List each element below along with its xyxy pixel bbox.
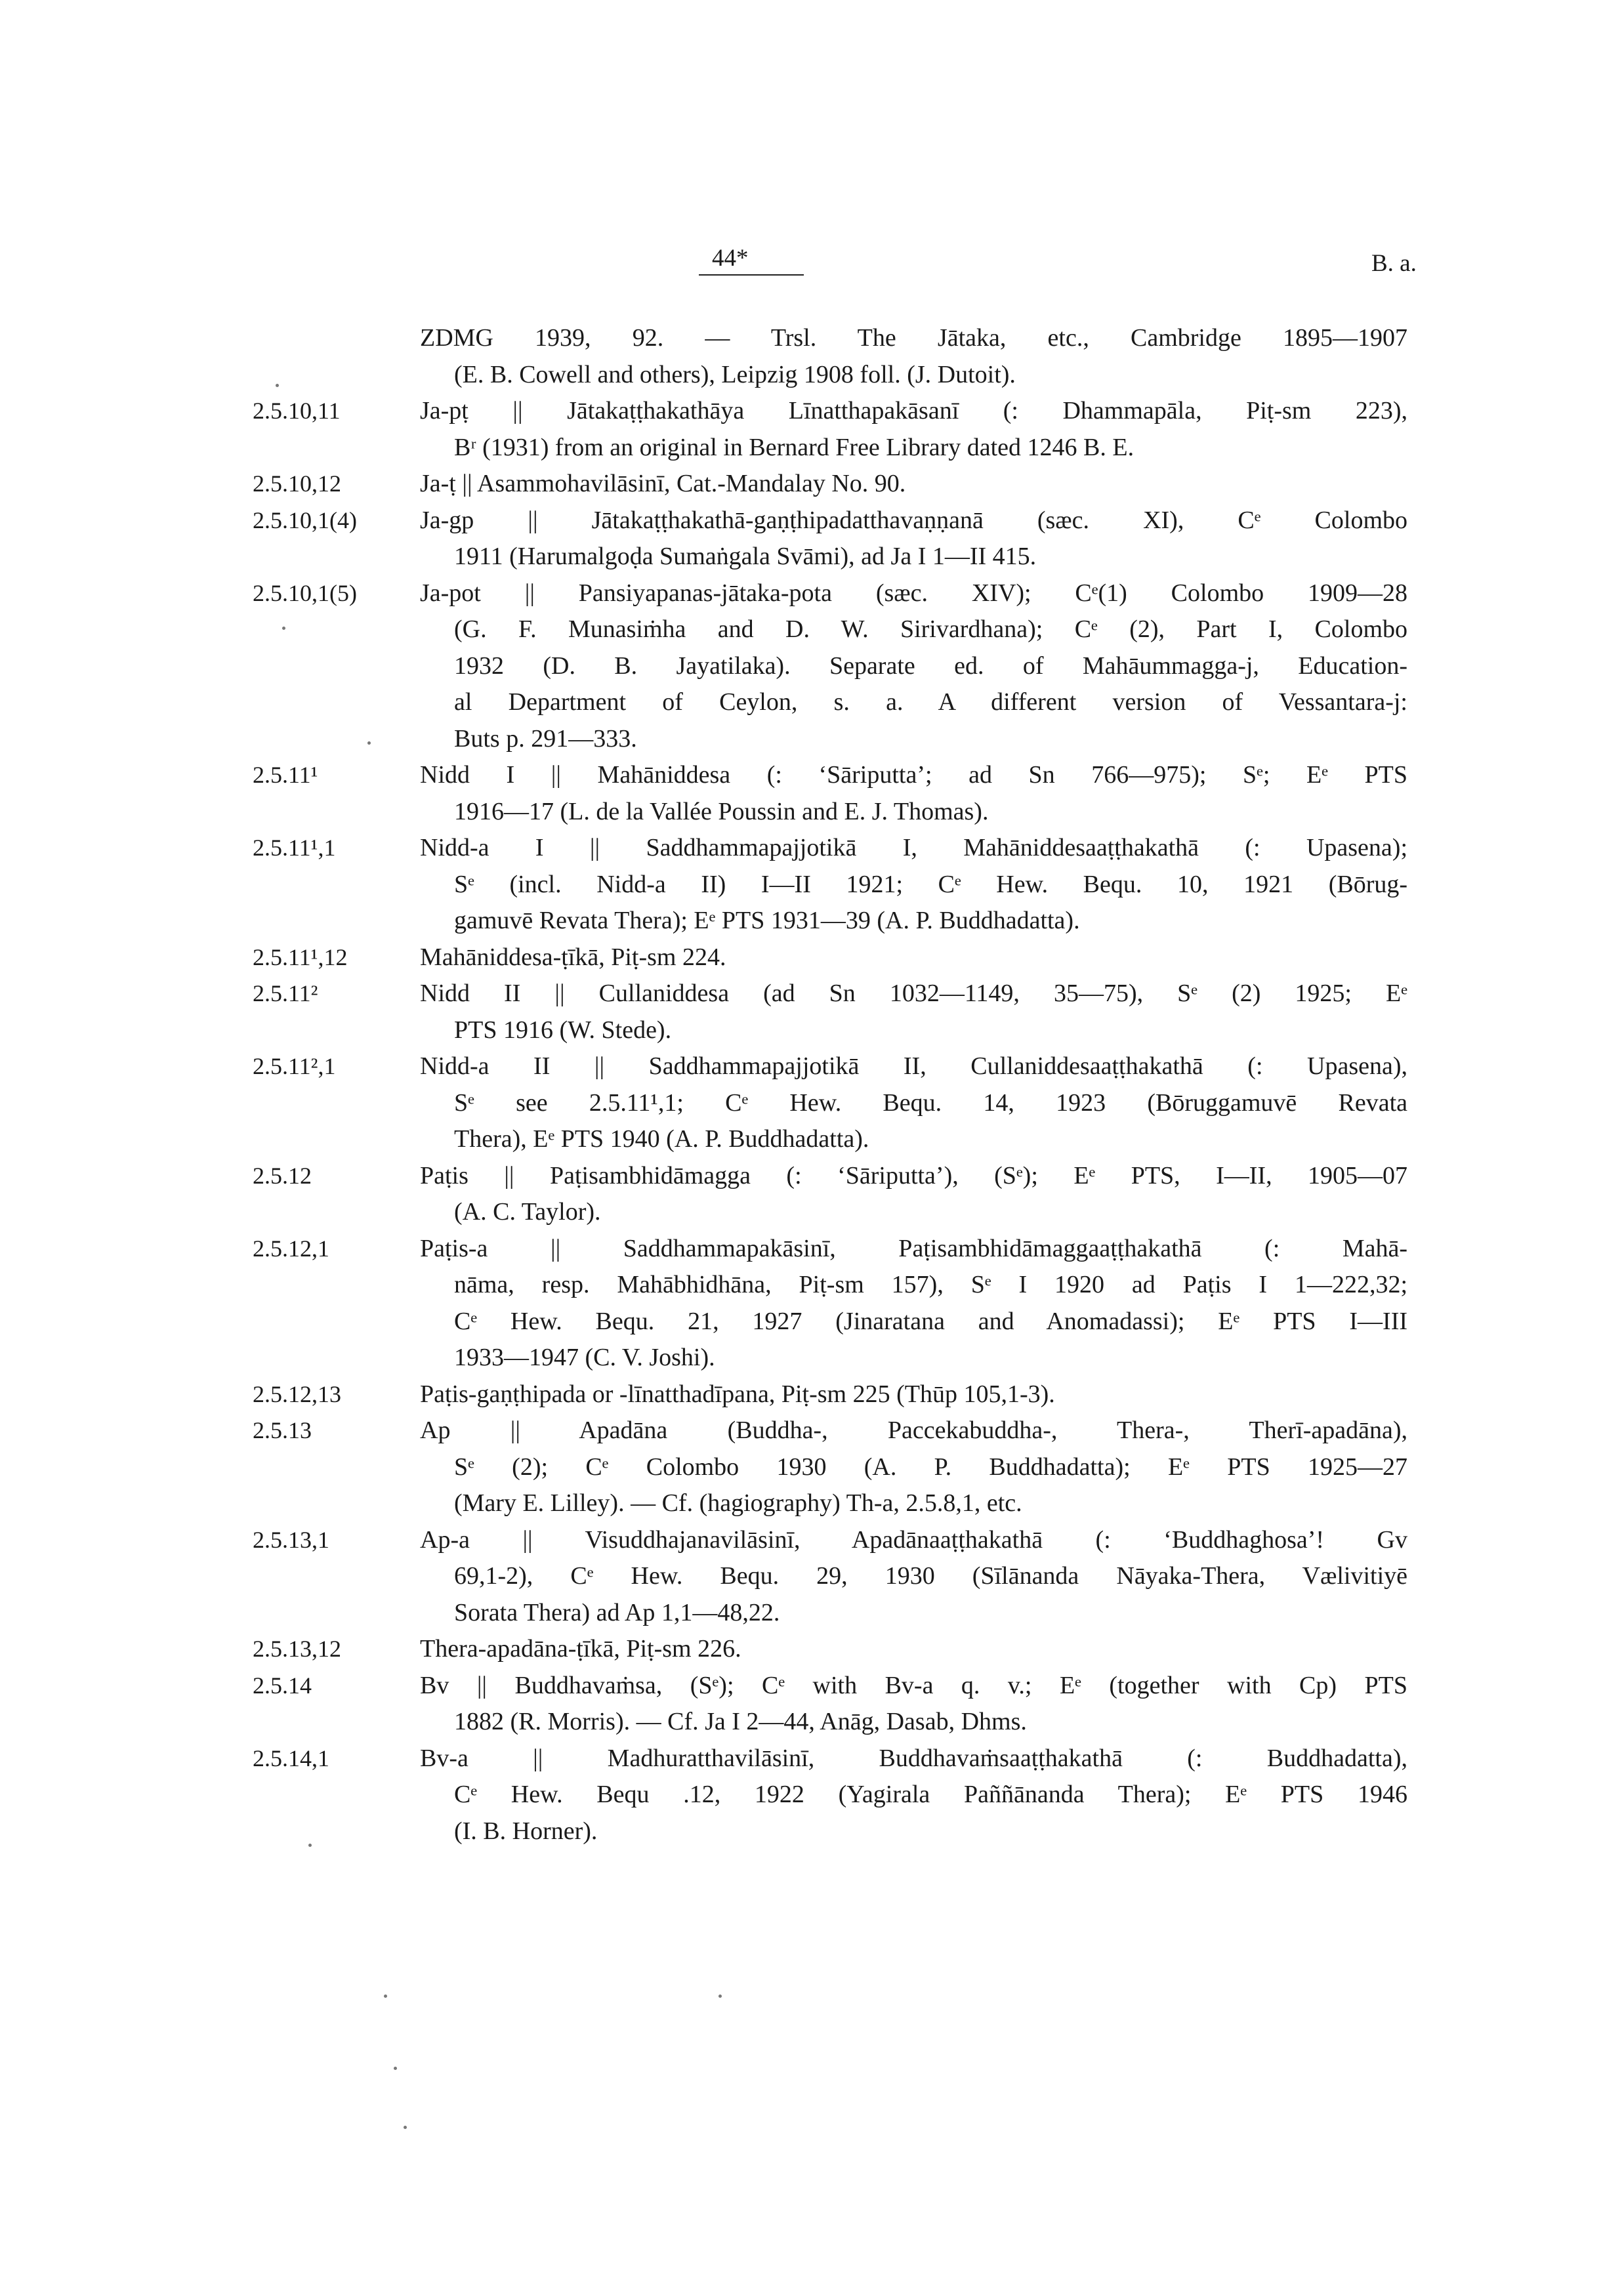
bibliography-entry	[253, 503, 1407, 575]
entry-text	[420, 1158, 1407, 1231]
scan-speck	[276, 384, 279, 387]
bibliography-entry	[253, 940, 1407, 976]
entry-line: Ja-pṭ || Jātakaṭṭhakathāya Līnatthapakāsanī (: Dhammapāla, Piṭ-sm 223),	[420, 397, 1407, 424]
entry-text	[420, 1376, 1407, 1413]
entry-text	[420, 940, 1407, 976]
entry-line: Bv || Buddhavaṁsa, (Sᵉ); Cᵉ with Bv-a q. v.; Eᵉ (together with Cp) PTS	[420, 1671, 1407, 1699]
entry-line: Buts p. 291—333.	[454, 724, 637, 753]
entry-line: 1933—1947 (C. V. Joshi).	[454, 1344, 715, 1371]
entry-number: 2.5.11²,1	[253, 1053, 336, 1079]
entry-text	[420, 1048, 1407, 1158]
entry-number: 2.5.10,11	[253, 398, 341, 424]
entry-line: gamuvē Revata Thera); Eᵉ PTS 1931—39 (A. P. Buddhadatta).	[454, 907, 1080, 934]
entry-number: 2.5.12,1	[253, 1235, 329, 1262]
scan-speck	[308, 1844, 312, 1847]
bibliography-entry	[253, 830, 1407, 940]
bibliography-entry	[253, 1231, 1407, 1376]
page-header	[0, 244, 1624, 283]
entry-text	[420, 1668, 1407, 1741]
entry-line: Sᵉ see 2.5.11¹,1; Cᵉ Hew. Bequ. 14, 1923 (Bōruggamuvē Revata	[454, 1088, 1407, 1117]
bibliography-entry	[253, 976, 1407, 1048]
entry-line: 1882 (R. Morris). — Cf. Ja I 2—44, Anāg, Dasab, Dhms.	[454, 1708, 1027, 1735]
entry-text	[420, 320, 1407, 393]
entry-line: Nidd-a I || Saddhammapajjotikā I, Mahāniddesaaṭṭhakathā (: Upasena);	[420, 834, 1407, 861]
entry-line: Nidd I || Mahāniddesa (: ‘Sāriputta’; ad Sn 766—975); Sᵉ; Eᵉ PTS	[420, 761, 1407, 789]
entry-text	[420, 976, 1407, 1048]
page-number: 44*	[712, 245, 749, 272]
entry-line: (A. C. Taylor).	[454, 1198, 601, 1226]
bibliography-entry	[253, 320, 1407, 393]
section-mark: B. a.	[1371, 250, 1417, 277]
entry-text	[420, 393, 1407, 466]
entry-number: 2.5.11²	[253, 980, 318, 1006]
entry-line: Nidd-a II || Saddhammapajjotikā II, Cullaniddesaaṭṭhakathā (: Upasena),	[420, 1052, 1407, 1080]
entry-text	[420, 1522, 1407, 1632]
bibliography-entry	[253, 1668, 1407, 1741]
entry-number: 2.5.14,1	[253, 1745, 329, 1771]
entry-number: 2.5.12	[253, 1162, 312, 1189]
bibliography-entry	[253, 1158, 1407, 1231]
entry-line: Paṭis || Paṭisambhidāmagga (: ‘Sāriputta’), (Sᵉ); Eᵉ PTS, I—II, 1905—07	[420, 1161, 1407, 1189]
entry-number: 2.5.10,1(5)	[253, 579, 357, 606]
entry-line: Sᵉ (incl. Nidd-a II) I—II 1921; Cᵉ Hew. Bequ. 10, 1921 (Bōrug-	[454, 870, 1407, 898]
entry-number: 2.5.14	[253, 1672, 312, 1699]
bibliography-entry	[253, 575, 1407, 758]
scan-speck	[367, 741, 371, 745]
entry-text	[420, 1413, 1407, 1522]
entry-text	[420, 466, 1407, 503]
entry-text	[420, 575, 1407, 758]
bibliography-entry	[253, 1413, 1407, 1522]
entry-line: Ja-gp || Jātakaṭṭhakathā-gaṇṭhipadatthavaṇṇanā (sæc. XI), Cᵉ Colombo	[420, 506, 1407, 534]
bibliography-entry	[253, 1522, 1407, 1632]
entry-line: 1916—17 (L. de la Vallée Poussin and E. J. Thomas).	[454, 797, 989, 825]
entry-line: Thera-apadāna-ṭīkā, Piṭ-sm 226.	[420, 1635, 741, 1663]
entry-line: Nidd II || Cullaniddesa (ad Sn 1032—1149, 35—75), Sᵉ (2) 1925; Eᵉ	[420, 980, 1407, 1007]
entry-number: 2.5.10,12	[253, 470, 341, 497]
entry-line: 1911 (Harumalgoḍa Sumaṅgala Svāmi), ad Ja I 1—II 415.	[454, 543, 1037, 570]
entry-text	[420, 1631, 1407, 1668]
entry-line: (E. B. Cowell and others), Leipzig 1908 foll. (J. Dutoit).	[454, 360, 1016, 388]
entry-line: (Mary E. Lilley). — Cf. (hagiography) Th-a, 2.5.8,1, etc.	[454, 1489, 1022, 1517]
entry-line: Mahāniddesa-ṭīkā, Piṭ-sm 224.	[420, 943, 726, 971]
entry-line: Cᵉ Hew. Bequ. 21, 1927 (Jinaratana and Anomadassi); Eᵉ PTS I—III	[454, 1307, 1407, 1335]
entry-number: 2.5.10,1(4)	[253, 507, 357, 533]
entry-text	[420, 757, 1407, 830]
entry-line: Sorata Thera) ad Ap 1,1—48,22.	[454, 1598, 780, 1626]
entry-line: ZDMG 1939, 92. — Trsl. The Jātaka, etc., Cambridge 1895—1907	[420, 324, 1407, 352]
entry-line: Ap || Apadāna (Buddha-, Paccekabuddha-, Thera-, Therī-apadāna),	[420, 1416, 1407, 1444]
entry-number: 2.5.13,12	[253, 1636, 341, 1662]
entry-line: Ap-a || Visuddhajanavilāsinī, Apadānaaṭṭhakathā (: ‘Buddhaghosa’! Gv	[420, 1525, 1407, 1554]
entry-line: Ja-ṭ || Asammohavilāsinī, Cat.-Mandalay No. 90.	[420, 470, 906, 497]
entry-line: Sᵉ (2); Cᵉ Colombo 1930 (A. P. Buddhadatta); Eᵉ PTS 1925—27	[454, 1453, 1407, 1481]
entry-line: 1932 (D. B. Jayatilaka). Separate ed. of Mahāummagga-j, Education-	[454, 651, 1407, 680]
entry-text	[420, 830, 1407, 940]
entry-number: 2.5.11¹,1	[253, 835, 336, 861]
bibliography-entry	[253, 1376, 1407, 1413]
bibliography-entry	[253, 393, 1407, 466]
entry-line: Thera), Eᵉ PTS 1940 (A. P. Buddhadatta).	[454, 1125, 869, 1153]
entry-number: 2.5.11¹	[253, 762, 318, 788]
bibliography-entry	[253, 1631, 1407, 1668]
entry-line: Bv-a || Madhuratthavilāsinī, Buddhavaṁsaaṭṭhakathā (: Buddhadatta),	[420, 1744, 1407, 1772]
entry-number: 2.5.13,1	[253, 1526, 329, 1553]
bibliography-entry	[253, 1741, 1407, 1850]
entry-line: (I. B. Horner).	[454, 1817, 598, 1845]
entry-line: Bʳ (1931) from an original in Bernard Free Library dated 1246 B. E.	[454, 433, 1135, 461]
entry-line: Paṭis-a || Saddhammapakāsinī, Paṭisambhidāmaggaaṭṭhakathā (: Mahā-	[420, 1234, 1407, 1262]
entry-number: 2.5.13	[253, 1417, 312, 1443]
scan-speck	[282, 627, 285, 630]
entry-number: 2.5.11¹,12	[253, 943, 348, 970]
entry-line: Ja-pot || Pansiyapanas-jātaka-pota (sæc. XIV); Cᵉ(1) Colombo 1909—28	[420, 579, 1407, 607]
scan-speck	[718, 1995, 722, 1998]
bibliography-entry	[253, 466, 1407, 503]
bibliography-entry	[253, 757, 1407, 830]
entry-text	[420, 1741, 1407, 1850]
scan-speck	[394, 2067, 397, 2070]
scan-speck	[404, 2126, 407, 2129]
entry-line: Cᵉ Hew. Bequ .12, 1922 (Yagirala Paññānanda Thera); Eᵉ PTS 1946	[454, 1781, 1407, 1808]
header-rule	[699, 274, 804, 276]
entry-text	[420, 1231, 1407, 1376]
entry-line: (G. F. Munasiṁha and D. W. Sirivardhana); Cᵉ (2), Part I, Colombo	[454, 615, 1407, 643]
entry-line: al Department of Ceylon, s. a. A different version of Vessantara-j:	[454, 688, 1407, 716]
bibliography-entries	[253, 320, 1407, 1850]
entry-line: 69,1-2), Cᵉ Hew. Bequ. 29, 1930 (Sīlānanda Nāyaka-Thera, Vælivitiyē	[454, 1562, 1407, 1590]
entry-line: PTS 1916 (W. Stede).	[454, 1016, 672, 1044]
entry-line: nāma, resp. Mahābhidhāna, Piṭ-sm 157), Sᵉ I 1920 ad Paṭis I 1—222,32;	[454, 1271, 1407, 1298]
scan-speck	[384, 1995, 387, 1998]
entry-number: 2.5.12,13	[253, 1380, 341, 1407]
entry-text	[420, 503, 1407, 575]
bibliography-entry	[253, 1048, 1407, 1158]
entry-line: Paṭis-gaṇṭhipada or -līnatthadīpana, Piṭ-sm 225 (Thūp 105,1-3).	[420, 1380, 1055, 1408]
